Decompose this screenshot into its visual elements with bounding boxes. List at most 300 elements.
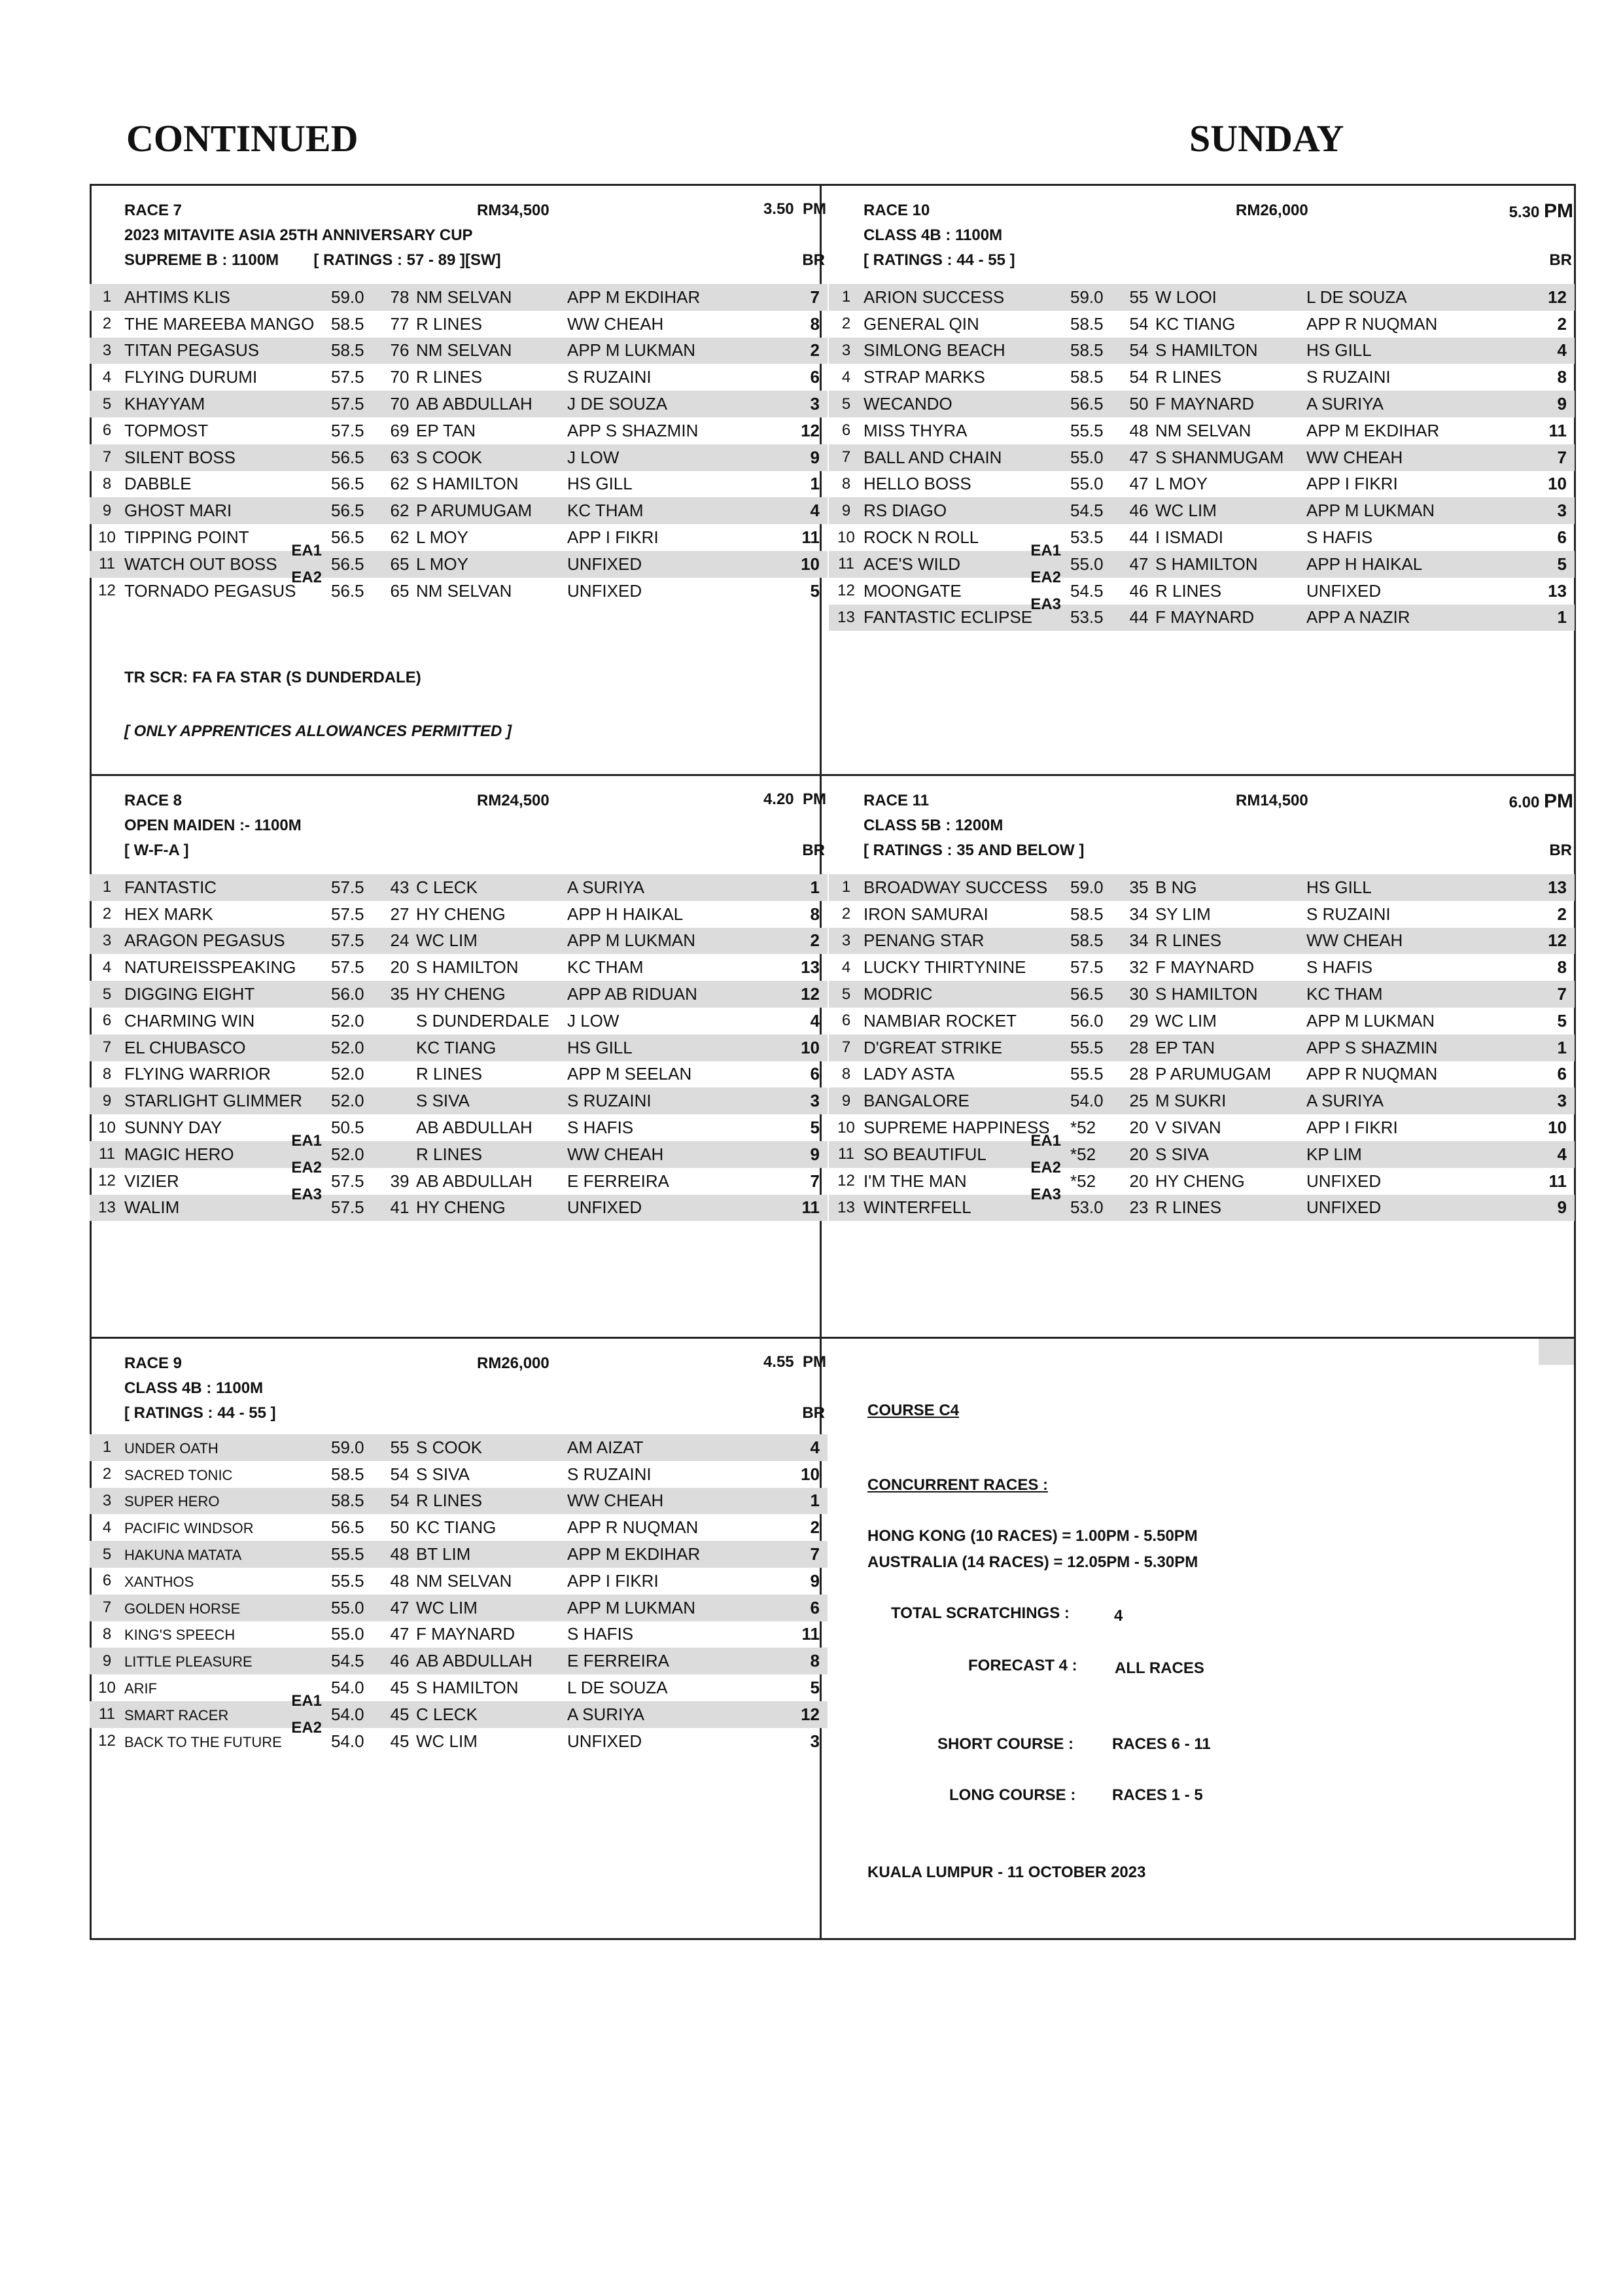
barrier-draw: 4 bbox=[810, 1010, 820, 1031]
venue-date: KUALA LUMPUR - 11 OCTOBER 2023 bbox=[867, 1863, 1146, 1881]
runner-row bbox=[829, 1008, 1575, 1034]
runner-row bbox=[90, 1674, 828, 1701]
handicap-weight: 52.0 bbox=[331, 1087, 383, 1114]
horse-name: BACK TO THE FUTURE bbox=[124, 1733, 282, 1750]
horse-name: FLYING DURUMI bbox=[124, 367, 258, 387]
runner-row bbox=[829, 874, 1575, 901]
barrier-draw: 1 bbox=[1503, 605, 1575, 631]
jockey-name: S SIVA bbox=[1155, 1141, 1306, 1168]
trainer-name: S RUZAINI bbox=[567, 1464, 652, 1484]
barrier-draw: 4 bbox=[763, 497, 828, 524]
race-title: RACE 7 bbox=[124, 202, 183, 219]
handicap-weight: 58.5 bbox=[1070, 338, 1123, 364]
runner-number: 1 bbox=[829, 284, 864, 311]
rating: 50 bbox=[1123, 391, 1155, 417]
trainer-name: APP M EKDIHAR bbox=[567, 284, 763, 311]
trainer-name: AM AIZAT bbox=[567, 1434, 763, 1461]
runner-number: 9 bbox=[90, 1648, 124, 1674]
rating: 48 bbox=[390, 1570, 410, 1591]
barrier-header: BR bbox=[802, 251, 825, 269]
jockey-name: HY CHENG bbox=[416, 1195, 567, 1222]
runner-row bbox=[829, 338, 1575, 364]
horse-name: STRAP MARKS bbox=[864, 367, 985, 387]
horse-name: TOPMOST bbox=[124, 420, 209, 440]
rating: 45 bbox=[383, 1701, 416, 1728]
runner-number: 2 bbox=[841, 905, 851, 923]
handicap-weight: 54.0 bbox=[331, 1678, 364, 1698]
race-11-panel bbox=[829, 776, 1575, 1221]
runner-number: 3 bbox=[829, 338, 864, 364]
handicap-weight: 58.5 bbox=[1070, 928, 1123, 955]
rating: 48 bbox=[383, 1541, 416, 1568]
rating bbox=[383, 1141, 416, 1168]
barrier-draw: 2 bbox=[810, 1517, 820, 1538]
barrier-draw: 7 bbox=[1503, 981, 1575, 1008]
horse-name: SO BEAUTIFUL bbox=[864, 1141, 1070, 1168]
runner-row bbox=[90, 981, 828, 1008]
handicap-weight: 57.5 bbox=[331, 420, 364, 440]
handicap-weight: 54.0 bbox=[331, 1701, 383, 1728]
handicap-weight: 58.5 bbox=[331, 338, 383, 364]
trainer-name: WW CHEAH bbox=[1306, 928, 1503, 955]
runner-row bbox=[90, 874, 828, 901]
jockey-name: NM SELVAN bbox=[416, 1570, 512, 1591]
barrier-draw: 10 bbox=[763, 1034, 828, 1061]
forecast-label: FORECAST 4 : bbox=[968, 1657, 1077, 1674]
trainer-name: UNFIXED bbox=[567, 551, 763, 578]
barrier-draw: 9 bbox=[810, 1570, 820, 1591]
runner-number: 7 bbox=[90, 1034, 124, 1061]
handicap-weight: 55.0 bbox=[1070, 444, 1123, 471]
jockey-name: S SHANMUGAM bbox=[1155, 444, 1306, 471]
handicap-weight: 57.5 bbox=[331, 957, 364, 978]
course-label: COURSE C4 bbox=[867, 1402, 960, 1419]
barrier-draw: 13 bbox=[801, 957, 820, 978]
jockey-name: R LINES bbox=[1155, 1195, 1306, 1222]
handicap-weight: 56.5 bbox=[1070, 391, 1123, 417]
jockey-name: R LINES bbox=[416, 1141, 567, 1168]
runner-row bbox=[829, 311, 1575, 338]
runner-row bbox=[829, 1087, 1575, 1114]
trainer-name: J LOW bbox=[567, 1010, 620, 1031]
race-time: 4.20 PM bbox=[763, 790, 826, 808]
race-9-panel bbox=[90, 1339, 828, 1755]
handicap-weight: 55.5 bbox=[1070, 1034, 1123, 1061]
rating: 45 bbox=[390, 1731, 410, 1751]
handicap-weight: 56.5 bbox=[331, 1517, 364, 1538]
rating: 70 bbox=[390, 367, 410, 387]
trainer-name: APP I FIKRI bbox=[1306, 474, 1398, 494]
barrier-header: BR bbox=[1549, 841, 1572, 859]
runner-row: 11 MAGIC HERO EA1 52.0 R LINES WW CHEAH 9 bbox=[90, 1141, 828, 1168]
header-continued: CONTINUED bbox=[126, 117, 358, 160]
runner-number: 11 bbox=[829, 551, 864, 578]
jockey-name: L MOY bbox=[1155, 474, 1208, 494]
long-course-value: RACES 1 - 5 bbox=[1112, 1786, 1203, 1804]
runner-number: 6 bbox=[102, 1012, 112, 1030]
handicap-weight: 56.5 bbox=[1070, 981, 1123, 1008]
jockey-name: WC LIM bbox=[1155, 1010, 1217, 1031]
jockey-name: SY LIM bbox=[1155, 904, 1211, 924]
trainer-name: HS GILL bbox=[567, 474, 633, 494]
horse-name: D'GREAT STRIKE bbox=[864, 1034, 1070, 1061]
trainer-name: APP M EKDIHAR bbox=[1306, 420, 1440, 440]
trainer-name: APP M LUKMAN bbox=[567, 1595, 763, 1621]
jockey-name: L MOY bbox=[416, 551, 567, 578]
rating: 35 bbox=[383, 981, 416, 1008]
trainer-name: APP M EKDIHAR bbox=[567, 1541, 763, 1568]
runner-number: 6 bbox=[841, 421, 851, 440]
trainer-name: UNFIXED bbox=[567, 1731, 642, 1751]
race-7-panel bbox=[90, 186, 828, 740]
rating: 54 bbox=[1123, 338, 1155, 364]
runner-number: 9 bbox=[90, 1087, 124, 1114]
barrier-draw: 1 bbox=[763, 874, 828, 901]
barrier-draw: 11 bbox=[801, 527, 820, 548]
horse-name: BALL AND CHAIN bbox=[864, 444, 1070, 471]
trainer-name: HS GILL bbox=[567, 1034, 763, 1061]
barrier-draw: 12 bbox=[1503, 284, 1575, 311]
jockey-name: M SUKRI bbox=[1155, 1087, 1306, 1114]
jockey-name: NM SELVAN bbox=[416, 338, 567, 364]
runner-row bbox=[829, 928, 1575, 955]
barrier-draw: 9 bbox=[763, 1141, 828, 1168]
handicap-weight: 57.5 bbox=[331, 874, 383, 901]
handicap-weight: 52.0 bbox=[331, 1034, 383, 1061]
runner-number: 11 bbox=[90, 1701, 124, 1728]
rating: 41 bbox=[383, 1195, 416, 1222]
horse-name: ARIF bbox=[124, 1680, 158, 1697]
horse-name: SMART RACER bbox=[124, 1701, 331, 1728]
race-class: CLASS 4B : 1100M bbox=[124, 1379, 264, 1397]
jockey-name: S HAMILTON bbox=[416, 1678, 519, 1698]
race-ratings: [ RATINGS : 44 - 55 ] bbox=[124, 1404, 276, 1422]
jockey-name: HY CHENG bbox=[416, 981, 567, 1008]
jockey-name: NM SELVAN bbox=[416, 284, 567, 311]
horse-name: GOLDEN HORSE bbox=[124, 1595, 331, 1621]
jockey-name: W LOOI bbox=[1155, 284, 1306, 311]
runner-number: 13 bbox=[829, 605, 864, 631]
trainer-name: S RUZAINI bbox=[567, 1087, 763, 1114]
jockey-name: KC TIANG bbox=[416, 1034, 567, 1061]
horse-name: FANTASTIC ECLIPSE bbox=[864, 605, 1070, 631]
runner-number: 12 bbox=[98, 1172, 116, 1190]
barrier-draw: 6 bbox=[1557, 1064, 1567, 1084]
runner-row bbox=[829, 1114, 1575, 1141]
handicap-weight: 58.5 bbox=[1070, 367, 1104, 387]
barrier-draw: 8 bbox=[763, 1648, 828, 1674]
race-10-panel bbox=[829, 186, 1575, 631]
handicap-weight: 55.5 bbox=[331, 1541, 383, 1568]
runner-number: 2 bbox=[841, 315, 851, 333]
horse-name: ARION SUCCESS bbox=[864, 284, 1070, 311]
jockey-name: R LINES bbox=[416, 1064, 483, 1084]
horse-name: STARLIGHT GLIMMER bbox=[124, 1087, 331, 1114]
runner-row: 12 BACK TO THE FUTURE EA2 54.0 45 WC LIM UNFIXED 3 bbox=[90, 1728, 828, 1755]
trainer-name: APP I FIKRI bbox=[567, 1570, 659, 1591]
handicap-weight: 56.5 bbox=[331, 474, 364, 494]
rating: 39 bbox=[390, 1171, 410, 1191]
handicap-weight: 57.5 bbox=[331, 928, 383, 955]
rating: 20 bbox=[1129, 1118, 1149, 1138]
barrier-draw: 3 bbox=[763, 391, 828, 417]
handicap-weight: 57.5 bbox=[331, 904, 364, 924]
handicap-weight: 55.0 bbox=[1070, 474, 1104, 494]
barrier-draw: 12 bbox=[801, 420, 820, 440]
runner-row bbox=[90, 1648, 828, 1674]
jockey-name: C LECK bbox=[416, 874, 567, 901]
rating: 44 bbox=[1129, 527, 1149, 548]
runner-number: 10 bbox=[837, 528, 855, 546]
runner-number: 4 bbox=[841, 368, 851, 386]
trainer-name: KC THAM bbox=[1306, 981, 1503, 1008]
runner-number: 1 bbox=[90, 1434, 124, 1461]
runner-row bbox=[90, 364, 828, 391]
long-course-label: LONG COURSE : bbox=[949, 1786, 1076, 1804]
runner-number: 10 bbox=[98, 1118, 116, 1137]
handicap-weight: 58.5 bbox=[331, 1488, 383, 1515]
race-time: 5.30 PM bbox=[1509, 200, 1573, 222]
runner-number: 8 bbox=[102, 1625, 112, 1643]
runner-number: 9 bbox=[90, 497, 124, 524]
jockey-name: F MAYNARD bbox=[416, 1624, 515, 1644]
handicap-weight: 53.5 bbox=[1070, 527, 1104, 548]
runner-row: 13 WALIM EA3 57.5 41 HY CHENG UNFIXED 11 bbox=[90, 1195, 828, 1222]
jockey-name: BT LIM bbox=[416, 1541, 567, 1568]
trainer-name: APP H HAIKAL bbox=[1306, 551, 1503, 578]
runner-row bbox=[90, 311, 828, 338]
runner-row bbox=[90, 1114, 828, 1141]
jockey-name: V SIVAN bbox=[1155, 1118, 1221, 1138]
handicap-weight: 54.5 bbox=[1070, 497, 1123, 524]
jockey-name: L MOY bbox=[416, 527, 468, 548]
trainer-name: APP A NAZIR bbox=[1306, 605, 1503, 631]
barrier-draw: 7 bbox=[763, 284, 828, 311]
runner-row: 12 TORNADO PEGASUS EA2 56.5 65 NM SELVAN UNFIXED 5 bbox=[90, 578, 828, 605]
jockey-name: R LINES bbox=[1155, 928, 1306, 955]
handicap-weight: 57.5 bbox=[1070, 957, 1104, 978]
runner-row bbox=[90, 417, 828, 444]
horse-name: PACIFIC WINDSOR bbox=[124, 1520, 254, 1537]
runner-number: 2 bbox=[102, 1465, 112, 1483]
runner-number: 12 bbox=[837, 582, 855, 600]
barrier-draw: 4 bbox=[763, 1434, 828, 1461]
runner-number: 1 bbox=[90, 284, 124, 311]
race-time: 6.00 PM bbox=[1509, 790, 1573, 812]
trainer-name: APP I FIKRI bbox=[1306, 1118, 1398, 1138]
horse-name: GENERAL QIN bbox=[864, 313, 979, 334]
handicap-weight: 58.5 bbox=[331, 1464, 364, 1484]
horse-name: UNDER OATH bbox=[124, 1434, 331, 1461]
barrier-header: BR bbox=[1549, 251, 1572, 269]
runner-number: 9 bbox=[829, 1087, 864, 1114]
rating: 46 bbox=[1129, 580, 1149, 601]
jockey-name: NM SELVAN bbox=[416, 580, 512, 601]
trainer-name: WW CHEAH bbox=[567, 313, 664, 334]
rating: 76 bbox=[383, 338, 416, 364]
race-prize: RM26,000 bbox=[1236, 202, 1308, 219]
handicap-weight: 57.5 bbox=[331, 1171, 364, 1191]
jockey-name: HY CHENG bbox=[1155, 1171, 1245, 1191]
jockey-name: R LINES bbox=[1155, 580, 1222, 601]
trainer-name: WW CHEAH bbox=[567, 1141, 763, 1168]
runner-number: 12 bbox=[837, 1172, 855, 1190]
horse-name: ARAGON PEGASUS bbox=[124, 928, 331, 955]
rating: 55 bbox=[1123, 284, 1155, 311]
grey-corner bbox=[1539, 1339, 1574, 1365]
runner-row bbox=[90, 471, 828, 498]
horse-name: AHTIMS KLIS bbox=[124, 284, 331, 311]
runner-row bbox=[90, 1087, 828, 1114]
barrier-draw: 8 bbox=[810, 313, 820, 334]
runner-row bbox=[90, 444, 828, 471]
forecast-value: ALL RACES bbox=[1115, 1659, 1204, 1677]
runner-number: 8 bbox=[102, 1065, 112, 1083]
barrier-draw: 6 bbox=[763, 1595, 828, 1621]
jockey-name: AB ABDULLAH bbox=[416, 1171, 532, 1191]
trainer-name: WW CHEAH bbox=[1306, 444, 1503, 471]
rating: 65 bbox=[383, 551, 416, 578]
barrier-draw: 5 bbox=[810, 1118, 820, 1138]
trainer-name: APP M LUKMAN bbox=[567, 338, 763, 364]
horse-name: KING'S SPEECH bbox=[124, 1627, 236, 1644]
race-time: 3.50 PM bbox=[763, 200, 826, 218]
concurrent-races-label: CONCURRENT RACES : bbox=[867, 1476, 1048, 1494]
runner-number: 1 bbox=[90, 874, 124, 901]
barrier-header: BR bbox=[802, 841, 825, 859]
rating: 43 bbox=[383, 874, 416, 901]
runner-row bbox=[829, 901, 1575, 928]
handicap-weight: 50.5 bbox=[331, 1118, 364, 1138]
rating bbox=[383, 1034, 416, 1061]
jockey-name: R LINES bbox=[1155, 367, 1222, 387]
trainer-name: UNFIXED bbox=[567, 580, 642, 601]
rating: 35 bbox=[1123, 874, 1155, 901]
trainer-name: UNFIXED bbox=[1306, 1195, 1503, 1222]
horse-name: BROADWAY SUCCESS bbox=[864, 874, 1070, 901]
jockey-name: S HAMILTON bbox=[416, 957, 519, 978]
runners-table bbox=[829, 874, 1575, 1221]
horse-name: BANGALORE bbox=[864, 1087, 1070, 1114]
trainer-name: UNFIXED bbox=[1306, 580, 1382, 601]
total-scratchings-label: TOTAL SCRATCHINGS : bbox=[891, 1604, 1070, 1622]
barrier-draw: 10 bbox=[1548, 1118, 1567, 1138]
handicap-weight: 54.5 bbox=[1070, 580, 1104, 601]
barrier-draw: 1 bbox=[1503, 1034, 1575, 1061]
handicap-weight: 55.5 bbox=[1070, 1064, 1104, 1084]
runner-number: 10 bbox=[98, 1678, 116, 1697]
trainer-name: S RUZAINI bbox=[1306, 904, 1391, 924]
handicap-weight: 55.0 bbox=[331, 1624, 364, 1644]
runner-row bbox=[829, 954, 1575, 981]
trainer-name: APP R NUQMAN bbox=[1306, 313, 1438, 334]
runner-row bbox=[90, 1541, 828, 1568]
trainer-name: KC THAM bbox=[567, 497, 763, 524]
rating: 47 bbox=[1123, 444, 1155, 471]
rating: 62 bbox=[390, 527, 410, 548]
jockey-name: S HAMILTON bbox=[1155, 338, 1306, 364]
trainer-name: A SURIYA bbox=[567, 874, 763, 901]
runner-number: 7 bbox=[829, 1034, 864, 1061]
handicap-weight: 55.5 bbox=[331, 1570, 364, 1591]
runner-row bbox=[90, 338, 828, 364]
jockey-name: NM SELVAN bbox=[1155, 420, 1251, 440]
runner-number: 9 bbox=[829, 497, 864, 524]
jockey-name: WC LIM bbox=[416, 1731, 478, 1751]
rating: 62 bbox=[383, 497, 416, 524]
barrier-draw: 5 bbox=[810, 1678, 820, 1698]
runner-number: 3 bbox=[90, 338, 124, 364]
runner-number: 4 bbox=[102, 958, 112, 976]
runner-row: 11 ACE'S WILD EA1 55.0 47 S HAMILTON APP H HAIKAL 5 bbox=[829, 551, 1575, 578]
barrier-draw: 1 bbox=[763, 1488, 828, 1515]
barrier-draw: 3 bbox=[810, 1731, 820, 1751]
horse-name: I'M THE MAN bbox=[864, 1171, 967, 1191]
runner-row: 11 WATCH OUT BOSS EA1 56.5 65 L MOY UNFIXED 10 bbox=[90, 551, 828, 578]
rating: 47 bbox=[383, 1595, 416, 1621]
barrier-draw: 2 bbox=[763, 338, 828, 364]
rating: 34 bbox=[1129, 904, 1149, 924]
barrier-draw: 12 bbox=[1503, 928, 1575, 955]
jockey-name: AB ABDULLAH bbox=[416, 1118, 532, 1138]
handicap-weight: 56.5 bbox=[331, 497, 383, 524]
total-scratchings-value: 4 bbox=[1114, 1607, 1123, 1625]
runner-row: 11 SMART RACER EA1 54.0 45 C LECK A SURIYA 12 bbox=[90, 1701, 828, 1728]
runner-number: 6 bbox=[102, 421, 112, 440]
barrier-draw: 4 bbox=[1503, 1141, 1575, 1168]
trainer-name: KP LIM bbox=[1306, 1141, 1503, 1168]
runner-number: 4 bbox=[102, 368, 112, 386]
handicap-weight: 59.0 bbox=[1070, 284, 1123, 311]
rating: 20 bbox=[1123, 1141, 1155, 1168]
runner-row bbox=[90, 928, 828, 955]
horse-name: ROCK N ROLL bbox=[864, 527, 979, 548]
jockey-name: F MAYNARD bbox=[1155, 605, 1306, 631]
australia-races: AUSTRALIA (14 RACES) = 12.05PM - 5.30PM bbox=[867, 1553, 1198, 1571]
horse-name: WINTERFELL bbox=[864, 1195, 1070, 1222]
runner-number: 2 bbox=[102, 315, 112, 333]
jockey-name: S SIVA bbox=[416, 1087, 567, 1114]
runner-number: 10 bbox=[98, 528, 116, 546]
horse-name: WALIM bbox=[124, 1195, 331, 1222]
runner-row bbox=[829, 364, 1575, 391]
handicap-weight: *52 bbox=[1070, 1118, 1096, 1138]
rating: 25 bbox=[1123, 1087, 1155, 1114]
trainer-name: APP S SHAZMIN bbox=[567, 420, 699, 440]
handicap-weight: 58.5 bbox=[1070, 313, 1104, 334]
trainer-name: S HAFIS bbox=[567, 1624, 634, 1644]
race-class: CLASS 4B : 1100M bbox=[864, 226, 1003, 244]
race-title: RACE 11 bbox=[864, 792, 930, 809]
runner-row bbox=[90, 1595, 828, 1621]
rating: 29 bbox=[1129, 1010, 1149, 1031]
rating bbox=[383, 1087, 416, 1114]
jockey-name: KC TIANG bbox=[416, 1517, 497, 1538]
trainer-name: HS GILL bbox=[1306, 338, 1503, 364]
barrier-draw: 2 bbox=[1557, 904, 1567, 924]
handicap-weight: 56.5 bbox=[331, 580, 364, 601]
horse-name: NATUREISSPEAKING bbox=[124, 957, 296, 978]
jockey-name: S HAMILTON bbox=[416, 474, 519, 494]
trainer-name: APP M LUKMAN bbox=[567, 928, 763, 955]
runner-number: 5 bbox=[829, 981, 864, 1008]
allowance-note: [ ONLY APPRENTICES ALLOWANCES PERMITTED ] bbox=[124, 722, 512, 740]
horse-name: FLYING WARRIOR bbox=[124, 1064, 271, 1084]
race-title: RACE 8 bbox=[124, 792, 183, 809]
jockey-name: R LINES bbox=[416, 1488, 567, 1515]
runner-number: 11 bbox=[90, 551, 124, 578]
handicap-weight: 56.5 bbox=[331, 527, 364, 548]
